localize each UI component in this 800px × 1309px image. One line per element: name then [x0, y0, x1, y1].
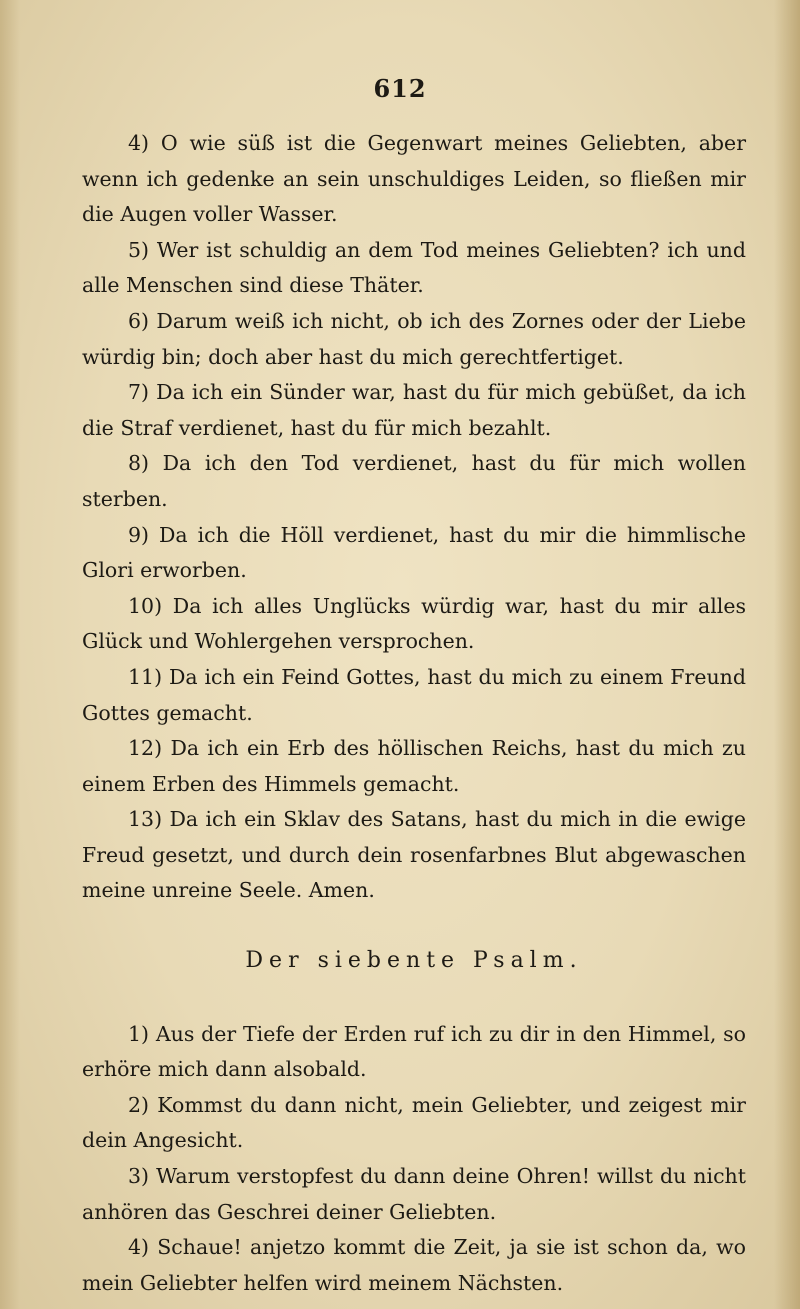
section-title: Der siebente Psalm. [245, 948, 583, 974]
verse-number: 11) [128, 664, 163, 689]
verse-text: Aus der Tiefe der Erden ruf ich zu dir in den Himmel, so erhöre mich dann alsobald. [82, 1021, 746, 1082]
verse-number: 12) [128, 736, 163, 761]
verse-number: 4) [128, 1235, 150, 1260]
verse [82, 1159, 746, 1230]
verse [82, 446, 746, 517]
verse-text: Schaue! anjetzo kommt die Zeit, ja sie ist schon da, wo mein Geliebter helfen wird meinem Nächsten. [82, 1235, 746, 1295]
psalm-continuation [82, 126, 746, 909]
verse-number: 5) [128, 237, 150, 262]
page-edge-shadow-right [774, 0, 800, 1309]
verse-number: 10) [128, 593, 163, 618]
verse-text: Da ich ein Erb des höllischen Reichs, hast du mich zu einem Erben des Himmels gemacht. [82, 736, 746, 796]
verse-text: Da ich alles Unglücks würdig war, hast du mir alles Glück und Wohlergehen versprochen. [82, 593, 746, 654]
verse [82, 304, 746, 375]
verse-number: 3) [128, 1164, 150, 1189]
page-edge-shadow-left [0, 0, 20, 1309]
verse-number: 9) [128, 522, 150, 547]
verse [82, 233, 746, 304]
verse-number: 13) [128, 807, 163, 832]
verse [82, 518, 746, 589]
verse [82, 375, 746, 446]
page-number: 612 [373, 74, 427, 103]
verse-text: Da ich ein Sklav des Satans, hast du mich in die ewige Freud gesetzt, und durch dein rosenfarbnes Blut abgewaschen meine unreine Seele. Amen. [82, 807, 746, 903]
verse [82, 126, 746, 233]
verse-text: Kommst du dann nicht, mein Geliebter, und zeigest mir dein Angesicht. [82, 1092, 746, 1153]
verse-text: O wie süß ist die Gegenwart meines Geliebten, aber wenn ich gedenke an sein unschuldiges Leiden, so fließen mir die Augen voller Wasser. [82, 131, 746, 227]
verse-number: 1) [128, 1021, 150, 1046]
verse-number: 8) [128, 451, 150, 476]
verse-number: 6) [128, 308, 150, 333]
verse-text: Darum weiß ich nicht, ob ich des Zornes oder der Liebe würdig bin; doch aber hast du mich gerechtfertiget. [82, 308, 746, 369]
verse-number: 2) [128, 1092, 150, 1117]
verse [82, 802, 746, 909]
verse-text: Wer ist schuldig an dem Tod meines Geliebten? ich und alle Menschen sind diese Thäter. [82, 237, 746, 298]
verse-number: 7) [128, 380, 150, 405]
verse [82, 1230, 746, 1301]
verse-number: 4) [128, 131, 150, 155]
verse-text: Da ich den Tod verdienet, hast du für mich wollen sterben. [82, 451, 746, 511]
verse [82, 589, 746, 660]
verse-text: Da ich ein Feind Gottes, hast du mich zu einem Freund Gottes gemacht. [82, 664, 746, 725]
verse [82, 660, 746, 731]
psalm-seven [82, 1017, 746, 1302]
verse [82, 731, 746, 802]
verse-text: Da ich die Höll verdienet, hast du mir die himmlische Glori erworben. [82, 522, 746, 583]
verse [82, 1088, 746, 1159]
verse-text: Da ich ein Sünder war, hast du für mich gebüßet, da ich die Straf verdienet, hast du für mich bezahlt. [82, 380, 746, 440]
page-text [82, 126, 746, 1301]
verse [82, 1017, 746, 1088]
verse-text: Warum verstopfest du dann deine Ohren! willst du nicht anhören das Geschrei deiner Geliebten. [82, 1164, 746, 1224]
